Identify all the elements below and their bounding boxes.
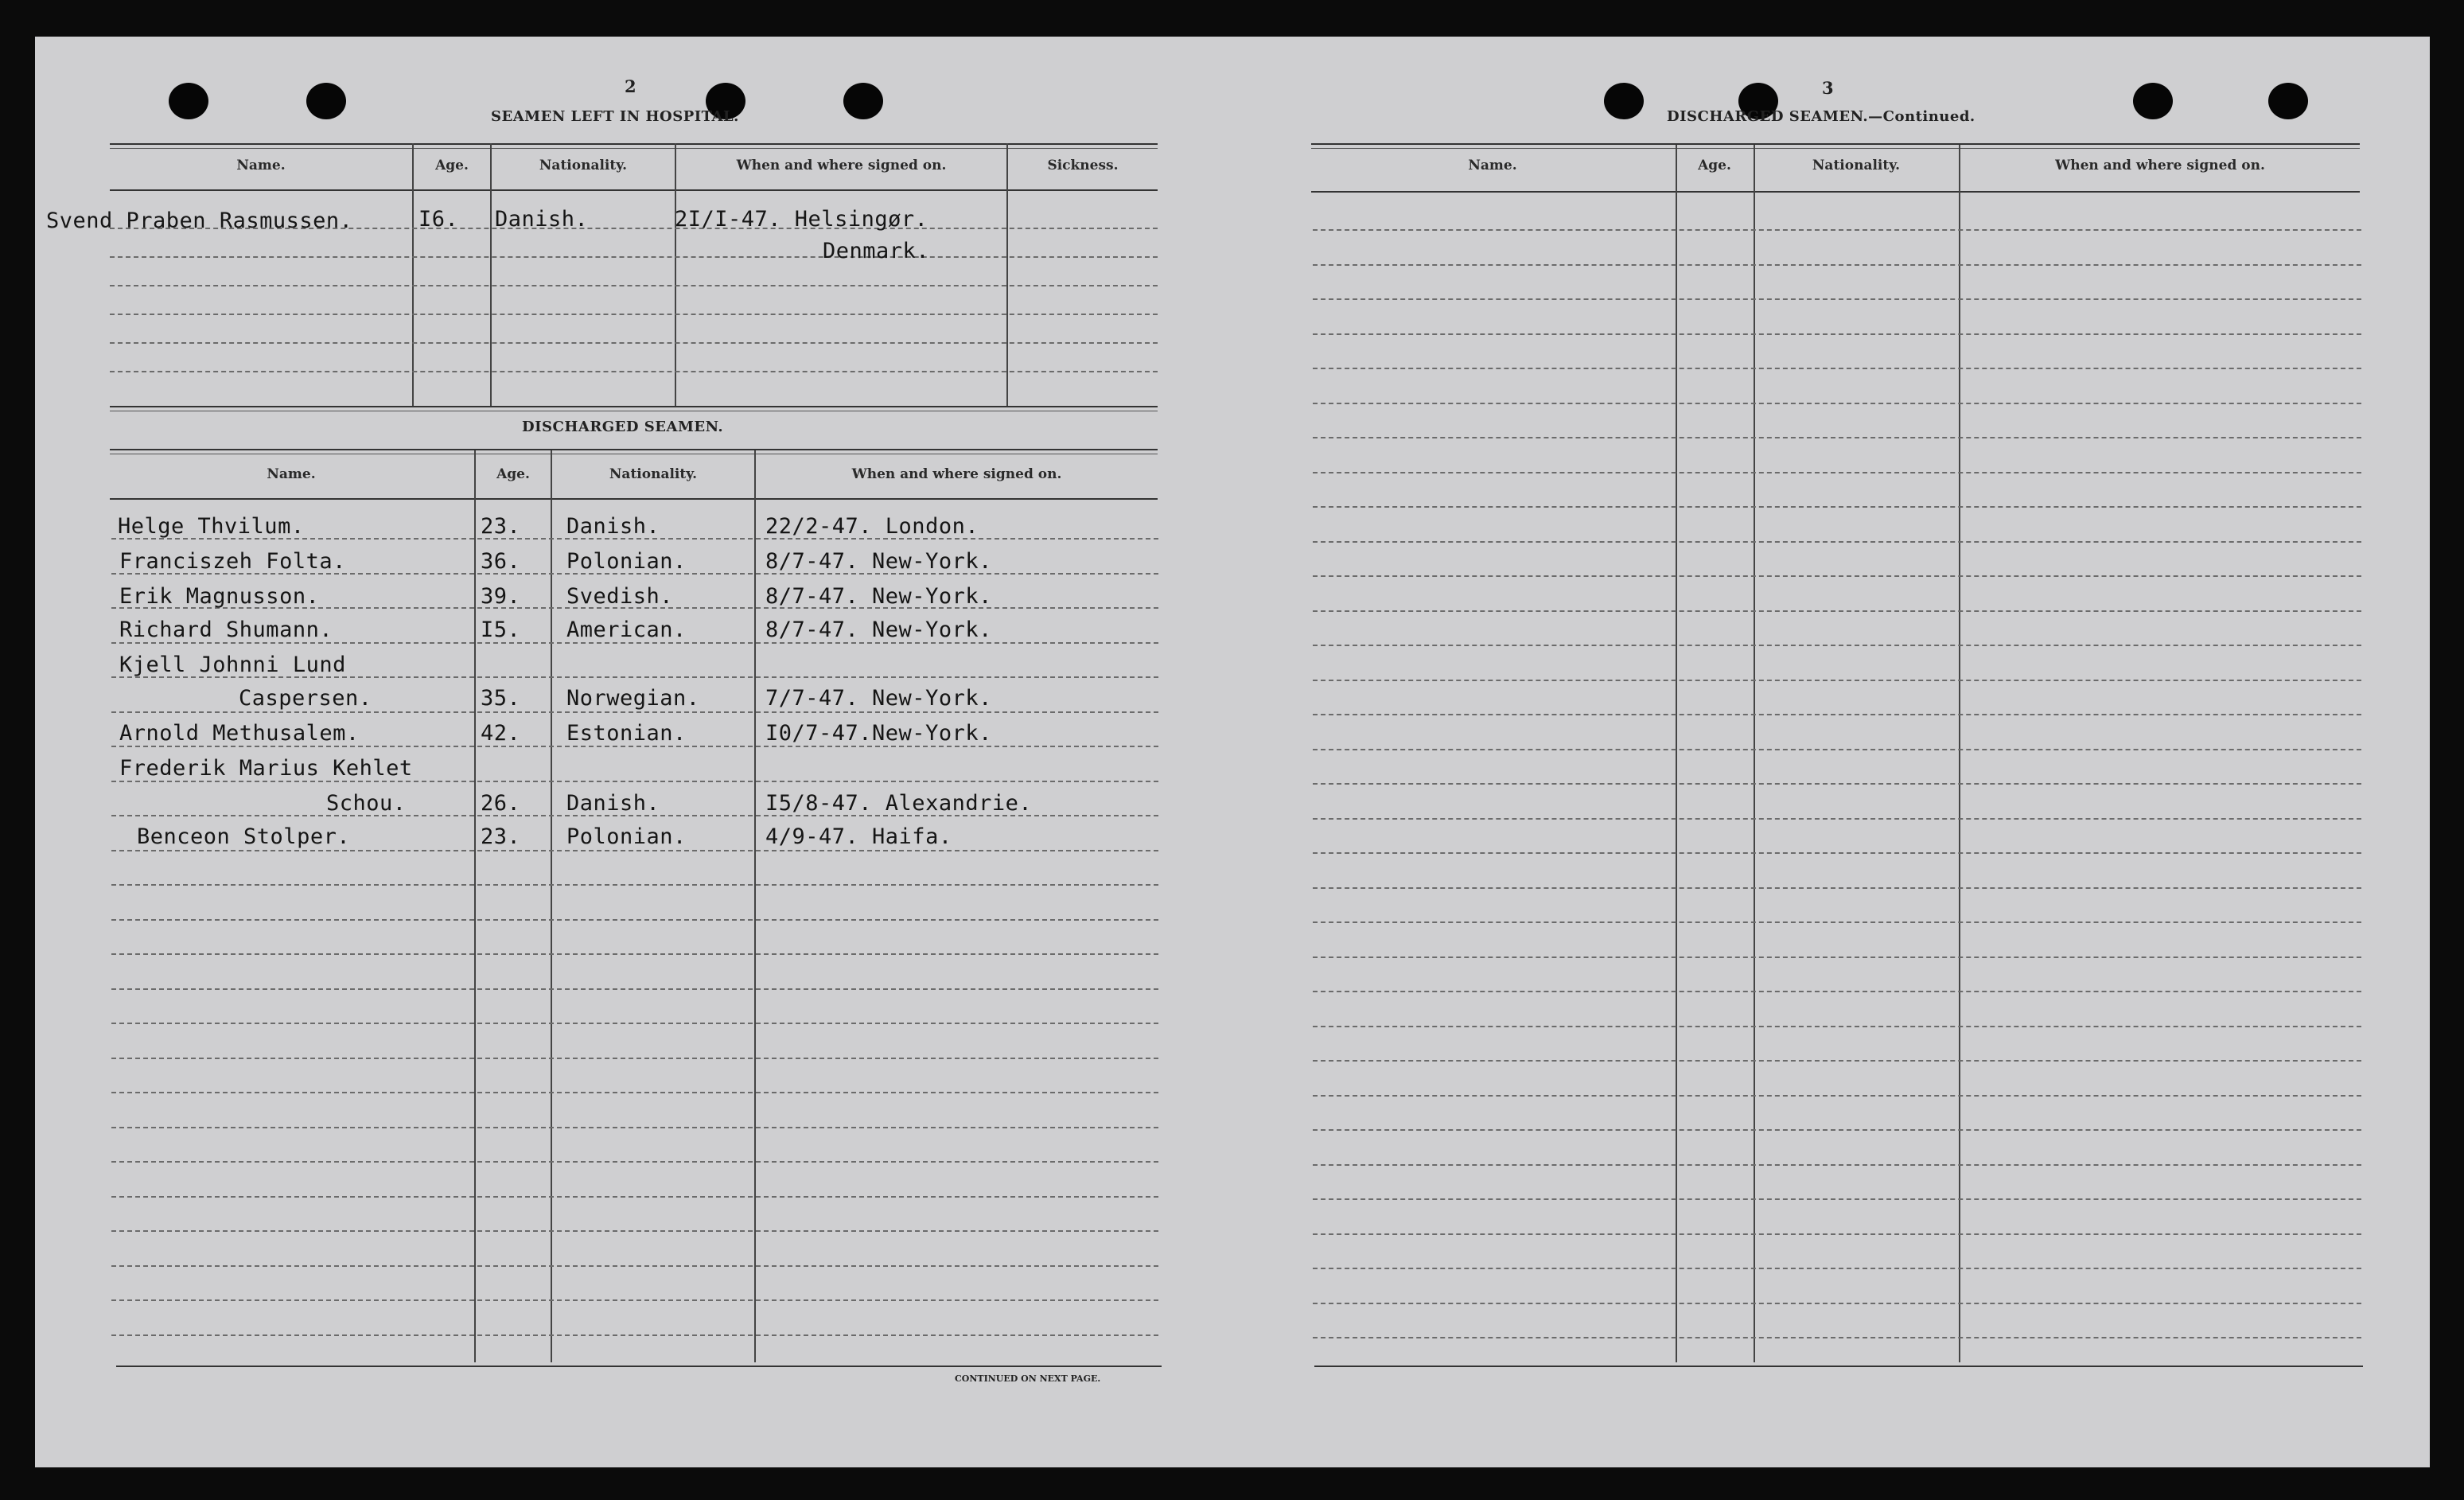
- ruled-line: [1313, 645, 2361, 646]
- discharged-row-name: Arnold Methusalem.: [119, 721, 360, 746]
- ruled-line: [1313, 1337, 2361, 1338]
- hospital-col-age: Age.: [435, 158, 469, 173]
- right-section-title: DISCHARGED SEAMEN.—Continued.: [1667, 108, 1975, 125]
- right-table-top-rule: [1311, 143, 2360, 145]
- ruled-line: [111, 1023, 1158, 1024]
- ruled-line: [111, 988, 1158, 990]
- hospital-row-line: [110, 256, 1158, 258]
- hospital-section-title: SEAMEN LEFT IN HOSPITAL.: [491, 108, 739, 125]
- ruled-line: [111, 953, 1158, 955]
- discharged-col-divider: [754, 450, 756, 1362]
- ruled-line: [111, 1265, 1158, 1267]
- discharged-col-divider: [474, 450, 476, 1362]
- hospital-col-divider: [675, 143, 676, 406]
- ruled-line: [1313, 783, 2361, 785]
- discharged-col-divider: [551, 450, 552, 1362]
- ruled-line: [111, 1230, 1158, 1232]
- ruled-line: [1313, 749, 2361, 750]
- ruled-line: [1313, 1164, 2361, 1166]
- hospital-col-divider: [412, 143, 414, 406]
- discharged-row-age: 23.: [481, 514, 521, 539]
- punch-hole: [1604, 83, 1644, 119]
- right-table-top-rule-2: [1311, 148, 2360, 149]
- ruled-line: [111, 746, 1158, 747]
- hospital-col-divider: [1006, 143, 1008, 406]
- ruled-line: [111, 1299, 1158, 1301]
- hospital-row-name: Svend Praben Rasmussen.: [46, 208, 353, 233]
- right-table-bottom-rule: [1314, 1366, 2363, 1367]
- ruled-line: [1313, 1026, 2361, 1027]
- hospital-col-signed-on: When and where signed on.: [736, 158, 947, 173]
- hospital-row-line: [110, 314, 1158, 315]
- discharged-header-rule: [110, 498, 1158, 500]
- discharged-row-signed-on: 8/7-47. New-York.: [765, 584, 992, 609]
- hospital-col-divider: [490, 143, 492, 406]
- hospital-header-rule: [110, 189, 1158, 191]
- ruled-line: [111, 1127, 1158, 1128]
- ruled-line: [1313, 333, 2361, 335]
- hospital-col-nationality: Nationality.: [539, 158, 628, 173]
- ruled-line: [1313, 887, 2361, 889]
- ruled-line: [1313, 956, 2361, 958]
- right-col-divider: [1959, 145, 1960, 1362]
- discharged-row-signed-on: 4/9-47. Haifa.: [765, 824, 952, 849]
- hospital-row-line: [110, 285, 1158, 286]
- hospital-table-top-rule-2: [110, 148, 1158, 149]
- ruled-line: [1313, 852, 2361, 854]
- discharged-section-title: DISCHARGED SEAMEN.: [522, 419, 724, 435]
- ruled-line: [1313, 1129, 2361, 1131]
- discharged-row-name: Richard Shumann.: [119, 618, 333, 642]
- ruled-line: [1313, 368, 2361, 369]
- discharged-row-nationality: Polonian.: [566, 549, 687, 574]
- ruled-line: [111, 1161, 1158, 1163]
- discharged-table-top-rule: [110, 449, 1158, 450]
- ruled-line: [111, 1092, 1158, 1093]
- discharged-row-signed-on: I5/8-47. Alexandrie.: [765, 791, 1033, 816]
- ruled-line: [1313, 298, 2361, 300]
- right-col-signed-on: When and where signed on.: [2055, 158, 2265, 173]
- ruled-line: [1313, 229, 2361, 231]
- ruled-line: [1313, 818, 2361, 820]
- hospital-row-age: I6.: [418, 207, 459, 232]
- discharged-row-nationality: Norwegian.: [566, 686, 700, 711]
- discharged-row-nationality: Danish.: [566, 791, 660, 816]
- discharged-row-age: 36.: [481, 549, 521, 574]
- ruled-line: [1313, 680, 2361, 681]
- discharged-row-name: Kjell Johnni Lund: [119, 653, 346, 677]
- right-col-age: Age.: [1698, 158, 1731, 173]
- discharged-row-signed-on: 8/7-47. New-York.: [765, 618, 992, 642]
- discharged-row-signed-on: 22/2-47. London.: [765, 514, 979, 539]
- discharged-row-name: Erik Magnusson.: [119, 584, 320, 609]
- ruled-line: [1313, 403, 2361, 404]
- discharged-row-name: Schou.: [326, 791, 407, 816]
- ruled-line: [111, 1058, 1158, 1059]
- ruled-line: [111, 919, 1158, 921]
- ruled-line: [111, 1334, 1158, 1336]
- punch-hole: [169, 83, 208, 119]
- hospital-row-signed-on-country: Denmark.: [823, 239, 930, 263]
- discharged-table-bottom-rule: [116, 1366, 1162, 1367]
- ruled-line: [1313, 472, 2361, 473]
- punch-hole: [843, 83, 883, 119]
- ruled-line: [1313, 714, 2361, 715]
- discharged-row-age: 26.: [481, 791, 521, 816]
- right-header-rule: [1311, 191, 2360, 193]
- discharged-row-nationality: Estonian.: [566, 721, 687, 746]
- discharged-row-age: I5.: [481, 618, 521, 642]
- right-col-divider: [1754, 145, 1755, 1362]
- discharged-col-nationality: Nationality.: [609, 466, 698, 482]
- discharged-row-signed-on: I0/7-47.New-York.: [765, 721, 992, 746]
- hospital-row-signed-on: 2I/I-47. Helsingør.: [675, 207, 928, 232]
- right-col-divider: [1676, 145, 1677, 1362]
- discharged-row-nationality: American.: [566, 618, 687, 642]
- hospital-col-name: Name.: [236, 158, 286, 173]
- ruled-line: [111, 1196, 1158, 1198]
- discharged-row-age: 35.: [481, 686, 521, 711]
- ruled-line: [1313, 575, 2361, 577]
- right-col-nationality: Nationality.: [1812, 158, 1901, 173]
- ruled-line: [1313, 541, 2361, 543]
- hospital-row-nationality: Danish.: [495, 207, 589, 232]
- left-page-number: 2: [625, 76, 636, 96]
- hospital-col-sickness: Sickness.: [1047, 158, 1119, 173]
- punch-hole: [306, 83, 346, 119]
- ruled-line: [1313, 1233, 2361, 1235]
- ruled-line: [1313, 991, 2361, 992]
- right-col-name: Name.: [1468, 158, 1517, 173]
- discharged-row-signed-on: 7/7-47. New-York.: [765, 686, 992, 711]
- ruled-line: [1313, 1303, 2361, 1304]
- discharged-row-age: 23.: [481, 824, 521, 849]
- hospital-table-bottom-rule: [110, 406, 1158, 407]
- ruled-line: [1313, 506, 2361, 508]
- right-page-number: 3: [1822, 78, 1834, 98]
- discharged-row-name: Benceon Stolper.: [137, 824, 351, 849]
- continued-note: CONTINUED ON NEXT PAGE.: [955, 1373, 1101, 1384]
- punch-hole: [2268, 83, 2308, 119]
- discharged-row-signed-on: 8/7-47. New-York.: [765, 549, 992, 574]
- discharged-row-name: Helge Thvilum.: [118, 514, 305, 539]
- discharged-col-age: Age.: [496, 466, 530, 482]
- discharged-row-nationality: Polonian.: [566, 824, 687, 849]
- hospital-row-line: [110, 342, 1158, 344]
- discharged-row-name: Frederik Marius Kehlet: [119, 756, 413, 781]
- ruled-line: [1313, 1095, 2361, 1097]
- document-sheet: [35, 37, 2430, 1467]
- ruled-line: [1313, 1060, 2361, 1062]
- ruled-line: [1313, 1268, 2361, 1269]
- ruled-line: [111, 850, 1158, 851]
- ruled-line: [111, 711, 1158, 713]
- discharged-row-age: 42.: [481, 721, 521, 746]
- discharged-col-signed-on: When and where signed on.: [851, 466, 1062, 482]
- discharged-row-nationality: Svedish.: [566, 584, 674, 609]
- discharged-row-name: Caspersen.: [239, 686, 372, 711]
- punch-hole: [2133, 83, 2173, 119]
- ruled-line: [1313, 921, 2361, 923]
- discharged-row-age: 39.: [481, 584, 521, 609]
- ruled-line: [1313, 1198, 2361, 1200]
- discharged-row-name: Franciszeh Folta.: [119, 549, 346, 574]
- ruled-line: [1313, 610, 2361, 612]
- discharged-col-name: Name.: [267, 466, 316, 482]
- hospital-table-top-rule: [110, 143, 1158, 145]
- hospital-row-line: [110, 371, 1158, 372]
- ruled-line: [1313, 437, 2361, 438]
- ruled-line: [1313, 264, 2361, 266]
- discharged-row-nationality: Danish.: [566, 514, 660, 539]
- ruled-line: [111, 884, 1158, 886]
